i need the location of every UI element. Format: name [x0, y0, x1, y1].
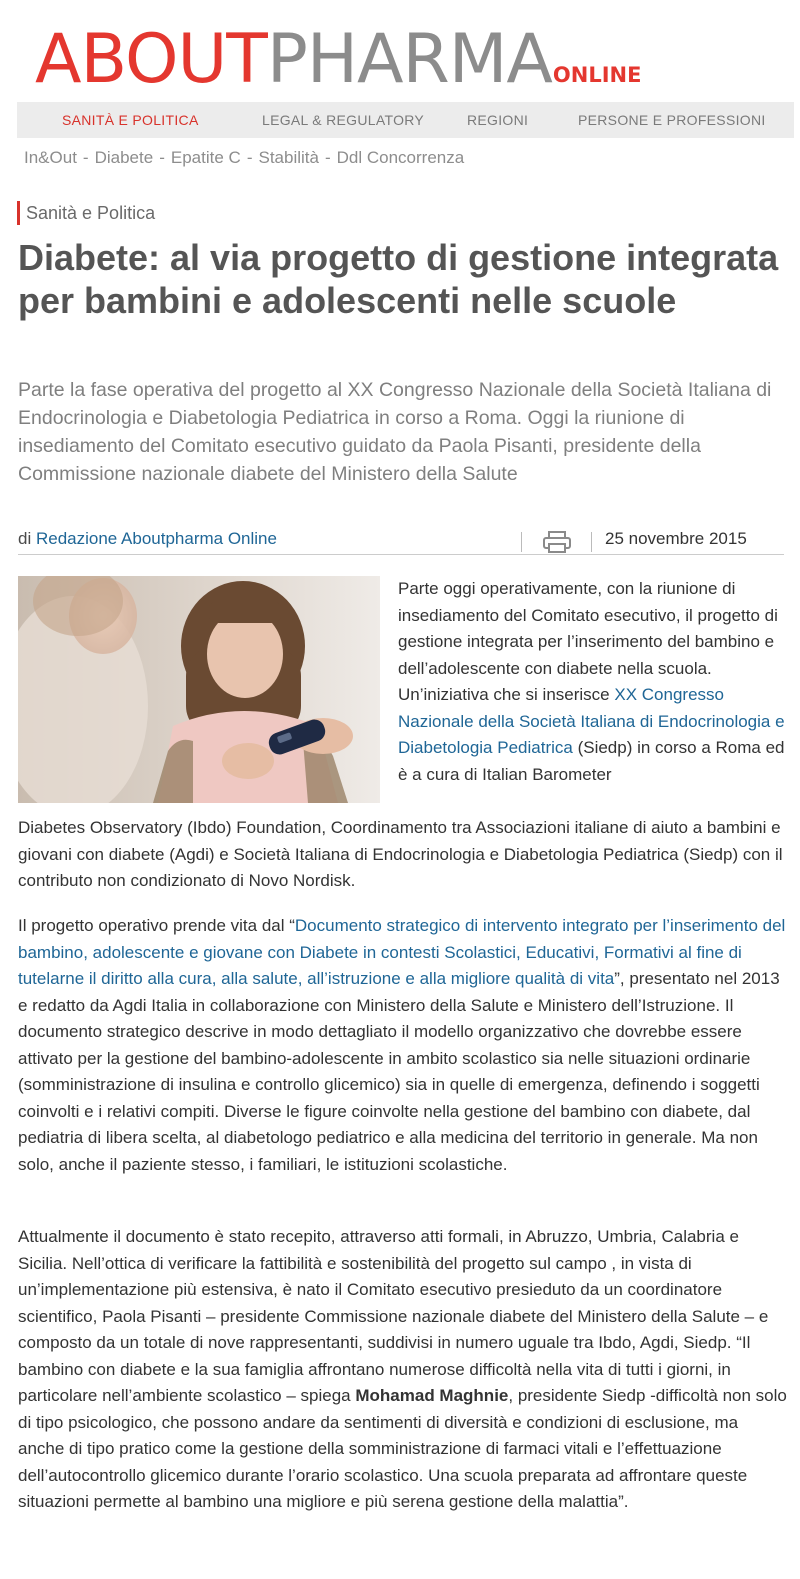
lead-paragraph [398, 576, 788, 788]
lead-text: Parte oggi operativamente, con la riunione di insediamento del Comitato esecutivo, il progetto di gestione integrata per l’inserimento del bambino e dell’adolescente con diabete nella scuola. Un’iniziativa che si inserisce [398, 579, 778, 704]
paragraph-text: Il progetto operativo prende vita dal “ [18, 916, 295, 935]
article-title: Diabete: al via progetto di gestione integrata per bambini e adolescenti nelle scuole [18, 237, 779, 321]
tag-link[interactable]: Ddl Concorrenza [336, 148, 465, 167]
tag-separator: - [82, 148, 89, 167]
nav-item-sanita-politica[interactable]: SANITÀ E POLITICA [62, 112, 199, 128]
byline [18, 529, 277, 549]
logo-about: ABOUT [35, 20, 267, 99]
article-category[interactable]: Sanità e Politica [17, 201, 155, 225]
congress-link[interactable]: XX Congresso Nazionale della Società Italiana di Endocrinologia e Diabetologia Pediatrica [398, 685, 785, 757]
tag-separator: - [159, 148, 165, 167]
tag-link[interactable]: Epatite C [170, 148, 241, 167]
nav-item-legal-regulatory[interactable]: LEGAL & REGULATORY [262, 112, 425, 128]
body-paragraph-3 [18, 1224, 788, 1516]
tag-separator: - [246, 148, 253, 167]
paragraph-text: , presidente Siedp -difficoltà non solo di tipo psicologico, che possono andare da sentimenti di diversità e condizioni di esclusione, ma anche di tipo pratico come la gestione della somministrazione di farmaci vitali e l’effettuazione dell’autocontrollo glicemico durante l’orario scolastico. Una scuola preparata ad affrontare queste situazioni permette al bambino una migliore e più serena gestione della malattia”. [18, 1386, 787, 1511]
speaker-name: Mohamad Maghnie [355, 1386, 509, 1405]
print-icon[interactable] [541, 531, 573, 553]
logo-pharma: PHARMA [266, 20, 552, 99]
byline-divider [591, 532, 592, 552]
tag-separator: - [324, 148, 331, 167]
publish-date: 25 novembre 2015 [605, 529, 747, 548]
tag-link[interactable]: In&Out [24, 148, 77, 167]
byline-divider [521, 532, 522, 552]
nav-item-regioni[interactable]: REGIONI [467, 112, 529, 128]
article-subtitle: Parte la fase operativa del progetto al XX Congresso Nazionale della Società Italiana di Endocrinologia e Diabetologia Pediatrica in corso a Roma. Oggi la riunione di insediamento del Comitato esecutivo guidato da Paola Pisanti, presidente della Commissione nazionale diabete del Ministero della Salute [18, 379, 772, 485]
nav-item-persone-professioni[interactable]: PERSONE E PROFESSIONI [578, 112, 766, 128]
author-link[interactable]: Redazione Aboutpharma Online [35, 529, 277, 548]
lead-text: (Siedp) in corso a Roma ed è a cura di Italian Barometer [398, 738, 785, 784]
body-paragraph-2 [18, 913, 788, 1178]
main-nav [17, 102, 794, 138]
logo-online: ONLINE [552, 63, 642, 87]
tag-link[interactable]: Stabilità [258, 148, 319, 167]
tag-link[interactable]: Diabete [94, 148, 154, 167]
document-link[interactable]: Documento strategico di intervento integrato per l’inserimento del bambino, adolescente e giovane con Diabete in contesti Scolastici, Educativi, Formativi al fine di tutelarne il diritto alla cura, alla salute, all’istruzione e alla migliore qualità di vita [18, 916, 786, 988]
paragraph-text: ”, presentato nel 2013 e redatto da Agdi Italia in collaborazione con Ministero della Salute e Ministero dell’Istruzione. Il documento strategico descrive in modo dettagliato il modello organizzativo che dovrebbe essere attivato per la gestione del bambino-adolescente in ambito scolastico sia nelle situazioni ordinarie (somministrazione di insulina e controllo glicemico) sia in quelle di emergenza, definendo i soggetti coinvolti e i relativi compiti. Diverse le figure coinvolte nella gestione del bambino con diabete, dal pediatria di libera scelta, al diabetologo pediatrico e alla medicina del territorio in generale. Ma non solo, anche il paziente stesso, i familiari, le istituzioni scolastiche. [18, 969, 780, 1174]
byline-rule [18, 554, 784, 555]
topic-tags [24, 148, 464, 168]
article-photo [18, 576, 380, 803]
byline-prefix: di [18, 529, 32, 548]
lead-paragraph-continued: Diabetes Observatory (Ibdo) Foundation, Coordinamento tra Associazioni italiane di aiuto a bambini e giovani con diabete (Agdi) e Società Italiana di Endocrinologia e Diabetologia Pediatrica (Siedp) con il contributo non condizionato di Novo Nordisk. [18, 818, 783, 890]
paragraph-text: Attualmente il documento è stato recepito, attraverso atti formali, in Abruzzo, Umbria, Calabria e Sicilia. Nell’ottica di verificare la fattibilità e sostenibilità del progetto sul campo , in vista di un’implementazione più estensiva, è nato il Comitato esecutivo presieduto da un coordinatore scientifico, Paola Pisanti – presidente Commissione nazionale diabete del Ministero della Salute – e composto da un totale di nove rappresentanti, suddivisi in numero uguale tra Ibdo, Agdi, Siedp. “Il bambino con diabete e la sua famiglia affrontano numerose difficoltà nella vita di tutti i giorni, in particolare nell’ambiente scolastico – spiega [18, 1227, 769, 1405]
site-logo[interactable] [35, 20, 642, 99]
